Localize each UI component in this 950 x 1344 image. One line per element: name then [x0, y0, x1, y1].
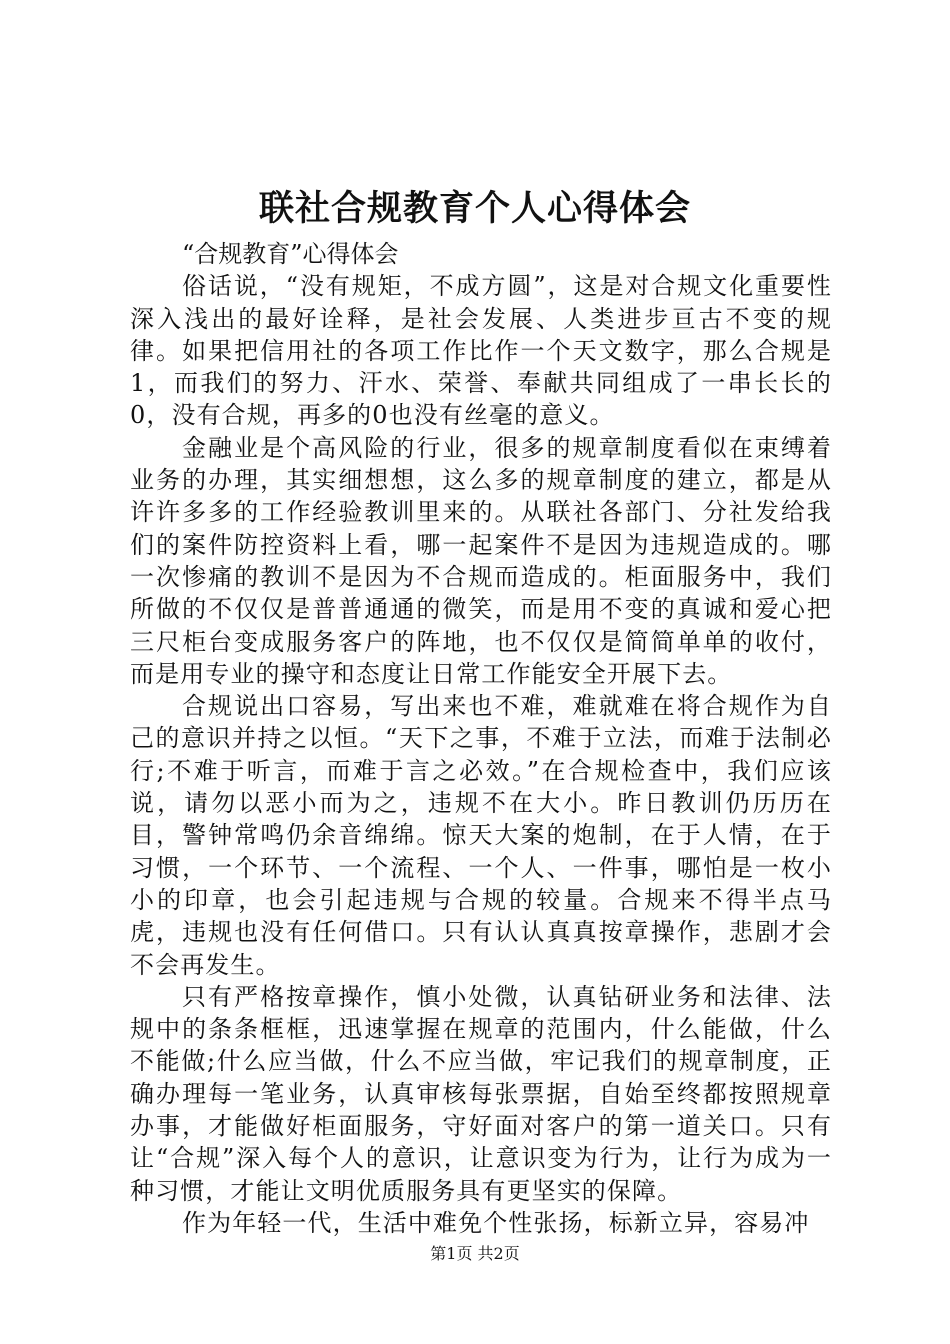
paragraph: 金融业是个高风险的行业，很多的规章制度看似在束缚着业务的办理，其实细想想，这么多的规章制度的建立，都是从许许多多的工作经验教训里来的。从联社各部门、分社发给我们的案件防控资料上看，哪一起案件不是因为违规造成的。哪一次惨痛的教训不是因为不合规而造成的。柜面服务中，我们所做的不仅仅是普普通通的微笑，而是用不变的真诚和爱心把三尺柜台变成服务客户的阵地，也不仅仅是简简单单的收付，而是用专业的操守和态度让日常工作能安全开展下去。 [130, 433, 832, 688]
paragraph: 只有严格按章操作，慎小处微，认真钻研业务和法律、法规中的条条框框，迅速掌握在规章的范围内，什么能做，什么不能做;什么应当做，什么不应当做，牢记我们的规章制度，正确办理每一笔业务，认真审核每张票据，自始至终都按照规章办事，才能做好柜面服务，守好面对客户的第一道关口。只有让“合规”深入每个人的意识，让意识变为行为，让行为成为一种习惯，才能让文明优质服务具有更坚实的保障。 [130, 982, 832, 1205]
document-subtitle: “合规教育”心得体会 [182, 240, 399, 268]
paragraph: 合规说出口容易，写出来也不难，难就难在将合规作为自己的意识并持之以恒。“天下之事，不难于立法，而难于法制必行;不难于听言，而难于言之必效。”在合规检查中，我们应该说，请勿以恶小而为之，违规不在大小。昨日教训仍历历在目，警钟常鸣仍余音绵绵。惊天大案的炮制，在于人情，在于习惯，一个环节、一个流程、一个人、一件事，哪怕是一枚小小的印章，也会引起违规与合规的较量。合规来不得半点马虎，违规也没有任何借口。只有认认真真按章操作，悲剧才会不会再发生。 [130, 692, 832, 979]
paragraph: 作为年轻一代，生活中难免个性张扬，标新立异，容易冲 [182, 1208, 810, 1237]
document-body [130, 238, 832, 1239]
document-title: 联社合规教育个人心得体会 [258, 188, 691, 229]
paragraph: 俗话说，“没有规矩，不成方圆”，这是对合规文化重要性深入浅出的最好诠释，是社会发展、人类进步亘古不变的规律。如果把信用社的各项工作比作一个天文数字，那么合规是1，而我们的努力、汗水、荣誉、奉献共同组成了一串长长的0，没有合规，再多的0也没有丝毫的意义。 [130, 272, 832, 430]
page-number-footer: 第1页 共2页 [430, 1244, 520, 1263]
